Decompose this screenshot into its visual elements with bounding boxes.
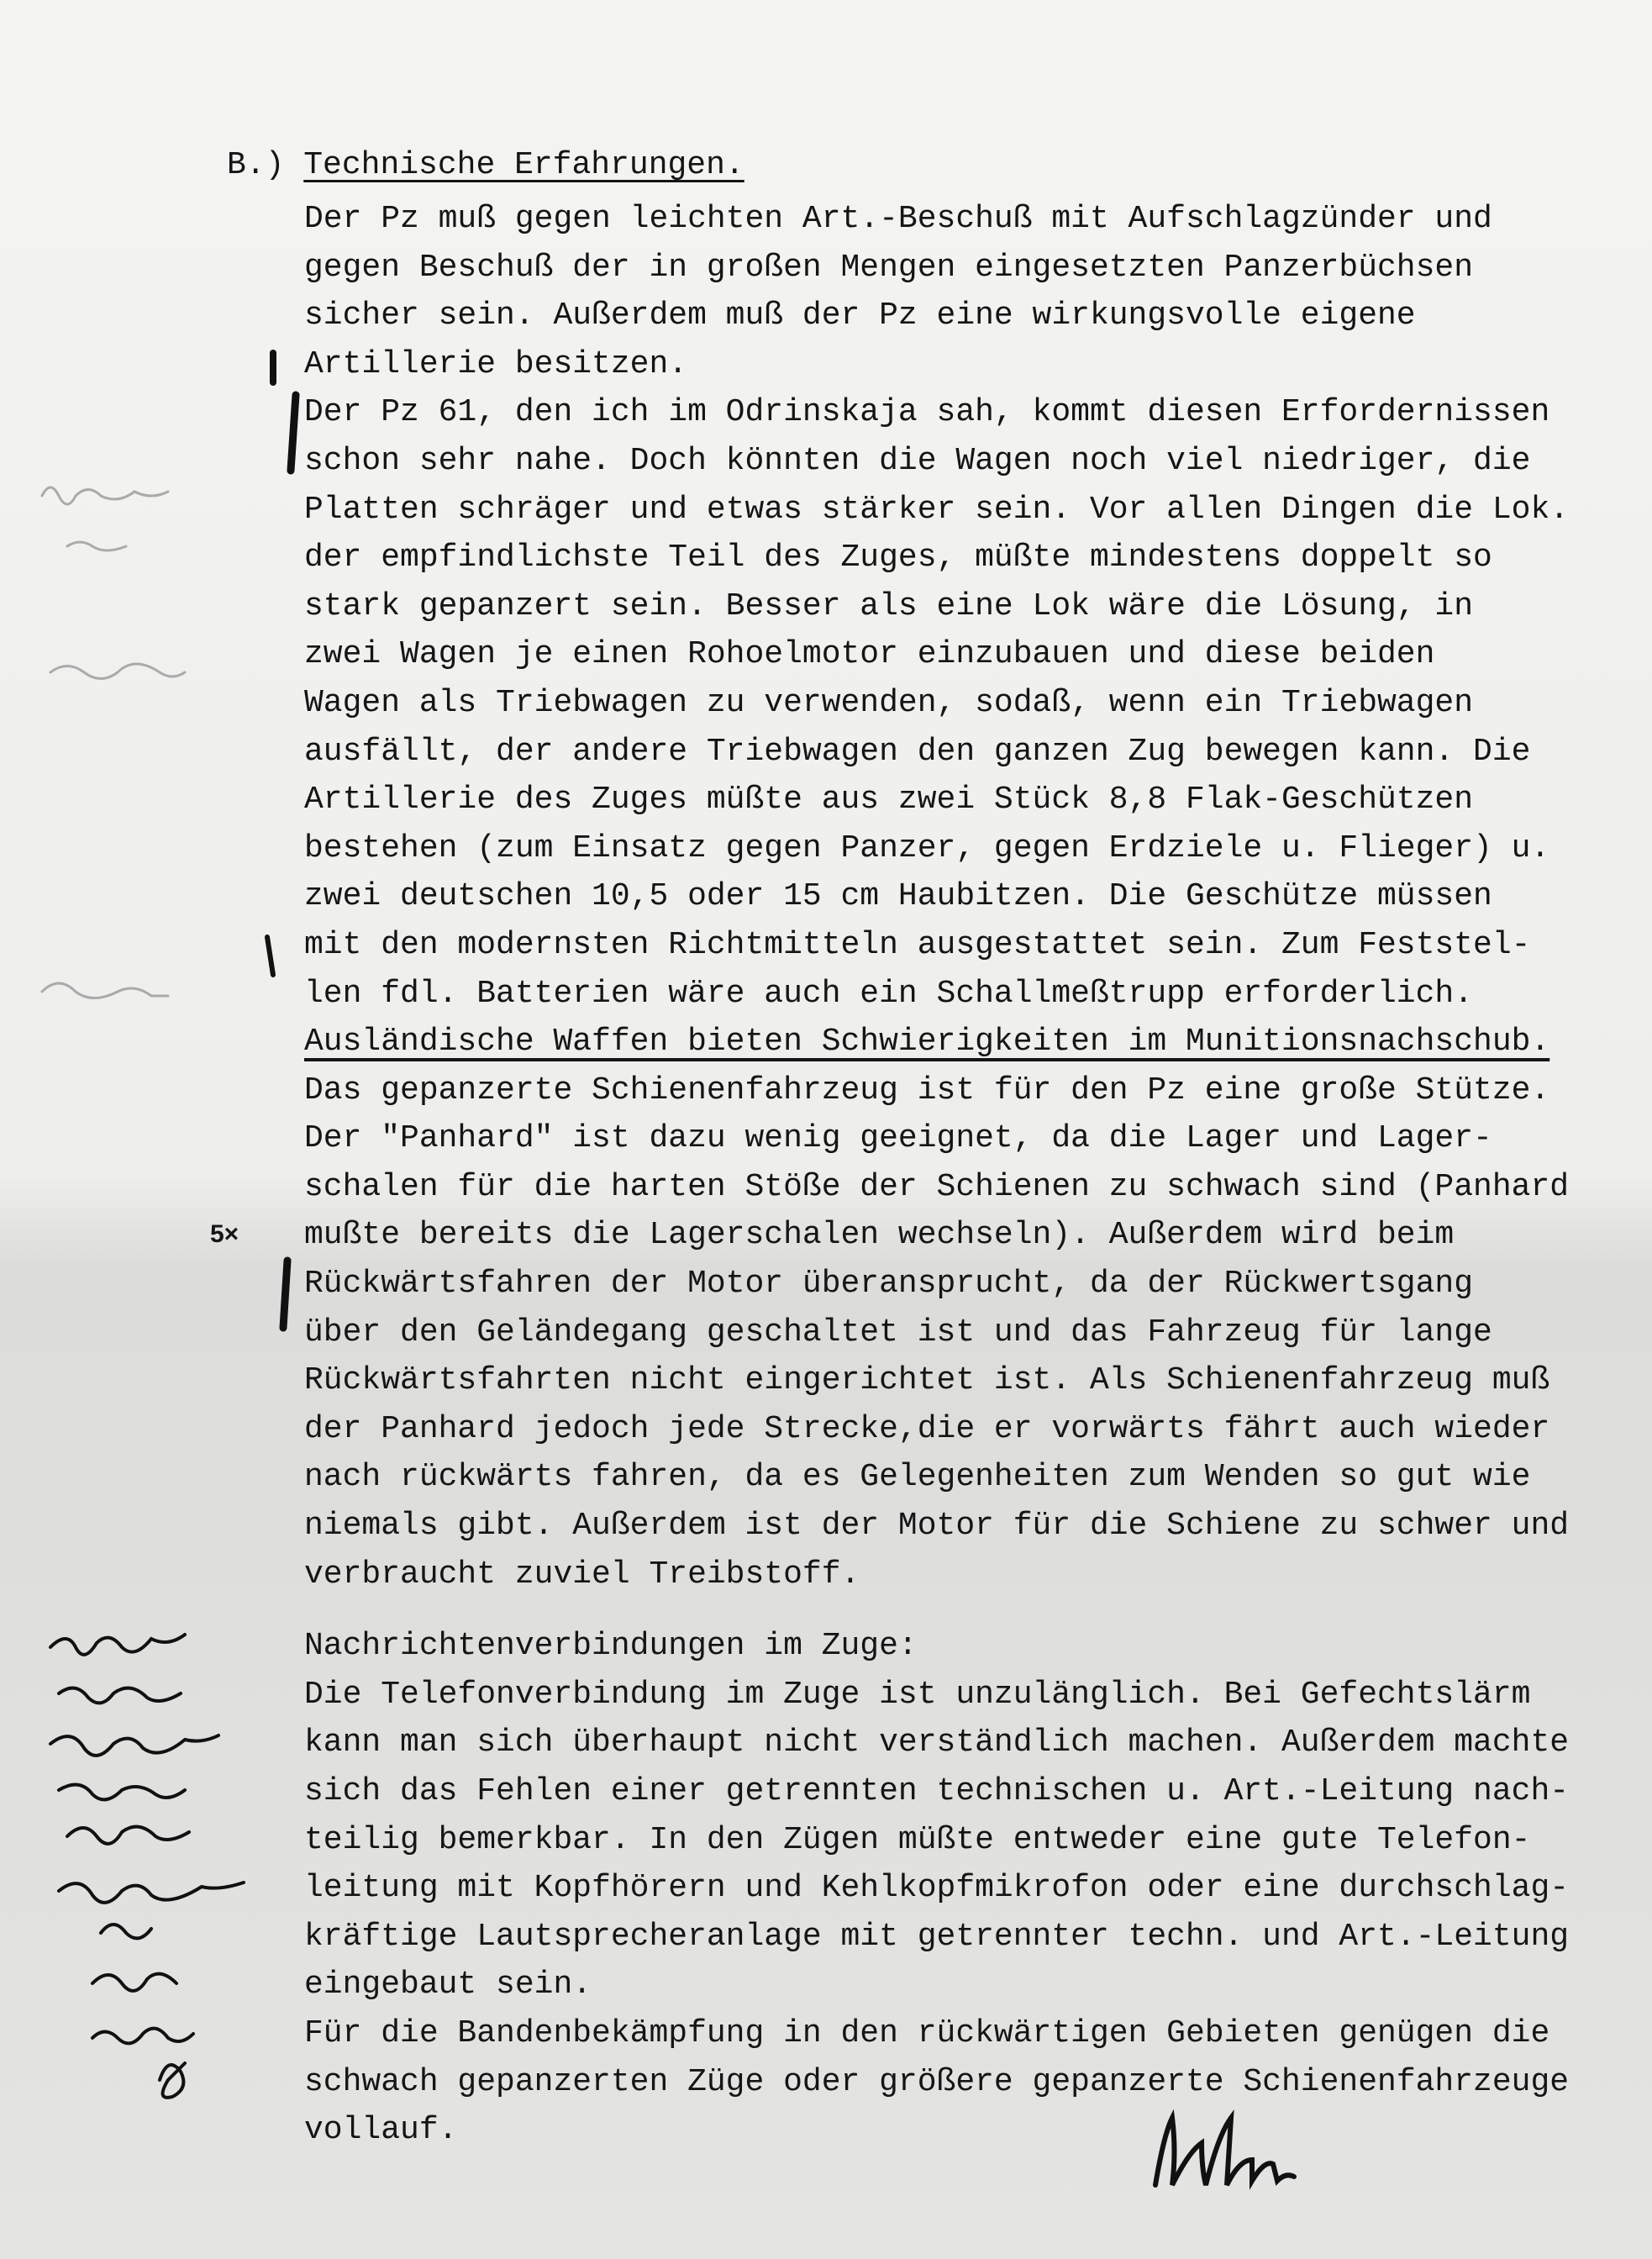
margin-note: 5×: [210, 1220, 239, 1248]
text-line: niemals gibt. Außerdem ist der Motor für die Schiene zu schwer und: [304, 1508, 1570, 1545]
text-line: zwei deutschen 10,5 oder 15 cm Haubitzen. Die Geschütze müssen: [304, 878, 1492, 915]
text-line: zwei Wagen je einen Rohoelmotor einzubauen und diese beiden: [304, 636, 1435, 673]
text-line: ausfällt, der andere Triebwagen den ganzen Zug bewegen kann. Die: [304, 733, 1531, 770]
text-line: Wagen als Triebwagen zu verwenden, sodaß, wenn ein Triebwagen: [304, 684, 1474, 721]
text-line: stark gepanzert sein. Besser als eine Lok wäre die Lösung, in: [304, 587, 1474, 624]
text-line: Ausländische Waffen bieten Schwierigkeiten im Munitionsnachschub.: [304, 1024, 1550, 1061]
text-line: vollauf.: [304, 2112, 458, 2149]
text-line: der Panhard jedoch jede Strecke,die er vorwärts fährt auch wieder: [304, 1410, 1550, 1447]
text-line: len fdl. Batterien wäre auch ein Schallmeßtrupp erforderlich.: [304, 975, 1474, 1012]
text-line: Artillerie besitzen.: [304, 345, 688, 382]
text-line: nach rückwärts fahren, da es Gelegenheiten zum Wenden so gut wie: [304, 1459, 1531, 1496]
section-title: Technische Erfahrungen.: [303, 147, 744, 183]
text-line: Artillerie des Zuges müßte aus zwei Stück 8,8 Flak-Geschützen: [304, 782, 1474, 819]
text-line: der empfindlichste Teil des Zuges, müßte mindestens doppelt so: [304, 540, 1492, 577]
text-line: über den Geländegang geschaltet ist und das Fahrzeug für lange: [304, 1314, 1492, 1351]
faded-margin-note: [42, 487, 185, 998]
text-line: sicher sein. Außerdem muß der Pz eine wirkungsvolle eigene: [304, 298, 1416, 334]
text-line: kräftige Lautsprecheranlage mit getrennter techn. und Art.-Leitung: [304, 1918, 1570, 1955]
text-line: Die Telefonverbindung im Zuge ist unzulänglich. Bei Gefechtslärm: [304, 1676, 1531, 1713]
text-line: Rückwärtsfahrten nicht eingerichtet ist. Als Schienenfahrzeug muß: [304, 1362, 1550, 1399]
text-line: eingebaut sein.: [304, 1967, 592, 2004]
text-line: Nachrichtenverbindungen im Zuge:: [304, 1628, 918, 1665]
text-line: gegen Beschuß der in großen Mengen eingesetzten Panzerbüchsen: [304, 249, 1474, 286]
margin-bar: [283, 1261, 287, 1328]
text-line: Der Pz muß gegen leichten Art.-Beschuß mit Aufschlagzünder und: [304, 201, 1492, 237]
margin-bar: [291, 395, 296, 471]
text-line: Der "Panhard" ist dazu wenig geeignet, da die Lager und Lager-: [304, 1120, 1492, 1157]
text-line: kann man sich überhaupt nicht verständlich machen. Außerdem machte: [304, 1725, 1570, 1761]
text-line: Das gepanzerte Schienenfahrzeug ist für den Pz eine große Stütze.: [304, 1072, 1550, 1108]
text-line: bestehen (zum Einsatz gegen Panzer, gegen Erdziele u. Flieger) u.: [304, 829, 1550, 866]
text-line: verbraucht zuviel Treibstoff.: [304, 1556, 860, 1593]
handwritten-margin-note: [50, 1635, 244, 2098]
signature: [1155, 2118, 1294, 2185]
text-line: schon sehr nahe. Doch könnten die Wagen noch viel niedriger, die: [304, 442, 1531, 479]
text-line: schalen für die harten Stöße der Schienen zu schwach sind (Panhard: [304, 1168, 1570, 1205]
text-line: sich das Fehlen einer getrennten technischen u. Art.-Leitung nach-: [304, 1773, 1570, 1809]
text-line: Der Pz 61, den ich im Odrinskaja sah, kommt diesen Erfordernissen: [304, 394, 1550, 431]
text-line: mußte bereits die Lagerschalen wechseln). Außerdem wird beim: [304, 1217, 1455, 1254]
text-line: teilig bemerkbar. In den Zügen müßte entweder eine gute Telefon-: [304, 1821, 1531, 1858]
text-line: Rückwärtsfahren der Motor überansprucht, da der Rückwertsgang: [304, 1266, 1474, 1303]
section-label: B.): [227, 147, 285, 183]
text-line: Platten schräger und etwas stärker sein. Vor allen Dingen die Lok.: [304, 491, 1570, 528]
text-line: schwach gepanzerten Züge oder größere gepanzerte Schienenfahrzeuge: [304, 2063, 1570, 2100]
text-line: leitung mit Kopfhörern und Kehlkopfmikrofon oder eine durchschlag-: [304, 1870, 1570, 1907]
text-line: mit den modernsten Richtmitteln ausgestattet sein. Zum Feststel-: [304, 926, 1531, 963]
margin-bar: [267, 937, 273, 975]
text-line: Für die Bandenbekämpfung in den rückwärtigen Gebieten genügen die: [304, 2014, 1550, 2051]
